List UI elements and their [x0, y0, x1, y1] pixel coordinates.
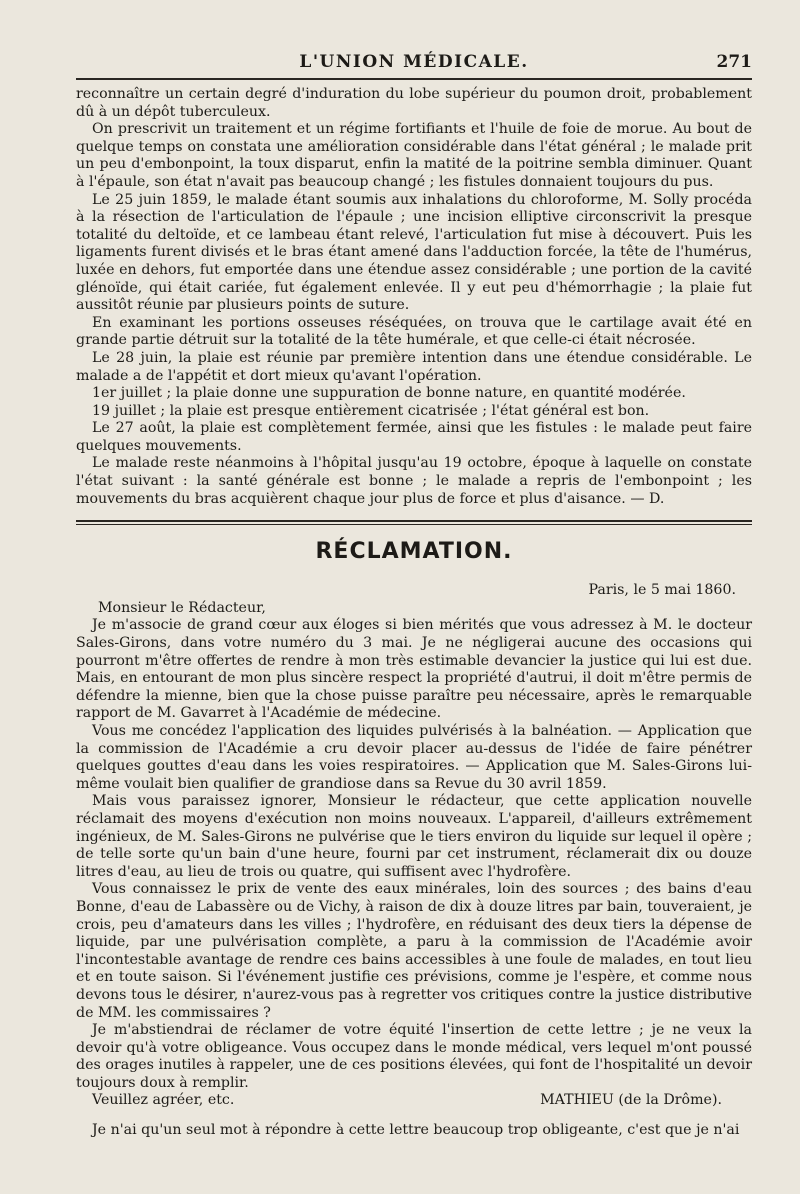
letter-signature: MATHIEU (de la Drôme). — [540, 1092, 722, 1109]
case-report — [76, 86, 752, 508]
case-paragraph: 1er juillet ; la plaie donne une suppuration de bonne nature, en quantité modérée. — [92, 385, 686, 402]
letter-body — [76, 617, 752, 1092]
letter-paragraph: Vous me concédez l'application des liquides pulvérisés à la balnéation. — Application que la commission de l'Académie a cru devoir placer au-dessus de l'idée de faire pénétrer quelques gouttes d'eau dans les voies respiratoires. — Application que M. Sales-Girons lui-même voulait bien qualifier de grandiose dans sa Revue du 30 avril 1859. — [76, 723, 752, 792]
section-title: RÉCLAMATION. — [315, 539, 513, 565]
section-divider — [76, 520, 752, 525]
letter-paragraph: Vous connaissez le prix de vente des eaux minérales, loin des sources ; des bains d'eau Bonne, d'eau de Labassère ou de Vichy, à raison de dix à douze litres par bain, touveraient, je crois, peu d'amateurs dans les villes ; l'hydrofère, en réduisant des deux tiers la dépense de liquide, par une pulvérisation complète, a paru à la commission de l'Académie avoir l'incontestable avantage de rendre ces bains accessibles à une foule de malades, en tout lieu et en toute saison. Si l'événement justifie ces prévisions, comme je l'espère, et comme nous devons tous le désirer, n'aurez-vous pas à regretter vos critiques contre la justice distributive de MM. les commissaires ? — [76, 881, 752, 1021]
reply-text: Je n'ai qu'un seul mot à répondre à cette lettre beaucoup trop obligeante, c'est que je n'ai — [92, 1122, 740, 1139]
case-paragraph: Le malade reste néanmoins à l'hôpital jusqu'au 19 octobre, époque à laquelle on constate l'état suivant : la santé générale est bonne ; le malade a repris de l'embonpoint ; les mouvements du bras acquièrent chaque jour plus de force et plus d'aisance. — D. — [76, 455, 752, 507]
closing-row — [76, 1092, 752, 1110]
letter-paragraph: Mais vous paraissez ignorer, Monsieur le rédacteur, que cette application nouvelle réclamait des moyens d'exécution non moins nouveaux. L'appareil, d'ailleurs extrêmement ingénieux, de M. Sales-Girons ne pulvérise que le tiers environ du liquide sur lequel il opère ; de telle sorte qu'un bain d'une heure, fourni par cet instrument, réclamerait dix ou douze litres d'eau, au lieu de trois ou quatre, qui suffisent avec l'hydrofère. — [76, 793, 752, 880]
letter-closing: Veuillez agréer, etc. — [92, 1092, 235, 1109]
case-paragraph: Le 25 juin 1859, le malade étant soumis aux inhalations du chloroforme, M. Solly procéda à la résection de l'articulation de l'épaule ; une incision elliptive circonscrivit la presque totalité du deltoïde, et ce lambeau étant relevé, l'articulation fut mise à découvert. Puis les ligaments furent divisés et le bras étant amené dans l'adduction forcée, la tête de l'humérus, luxée en dehors, fut emportée dans une étendue assez considérable ; une portion de la cavité glénoïde, qui était cariée, fut également enlevée. Il y eut peu d'hémorrhagie ; la plaie fut aussitôt réunie par plusieurs points de suture. — [76, 191, 752, 314]
letter-paragraph: Je m'abstiendrai de réclamer de votre équité l'insertion de cette lettre ; je ne veux la devoir qu'à votre obligeance. Vous occupez dans le monde médical, vers lequel m'ont poussé des orages inutiles à rappeler, une de ces positions élevées, qui font de l'hospitalité un devoir toujours doux à remplir. — [76, 1022, 752, 1091]
case-paragraph: Le 28 juin, la plaie est réunie par première intention dans une étendue considérable. Le malade a de l'appétit et dort mieux qu'avant l'opération. — [76, 349, 752, 384]
journal-title: L'UNION MÉDICALE. — [299, 52, 529, 72]
page-number: 271 — [716, 52, 752, 72]
case-paragraph: En examinant les portions osseuses réséquées, on trouva que le cartilage avait été en grande partie détruit sur la totalité de la tête humérale, et que celle-ci était nécrosée. — [76, 314, 752, 349]
letter-salutation: Monsieur le Rédacteur, — [98, 599, 266, 616]
case-paragraph: Le 27 août, la plaie est complètement fermée, ainsi que les fistules : le malade peut faire quelques mouvements. — [76, 420, 752, 454]
case-paragraph: 19 juillet ; la plaie est presque entièrement cicatrisée ; l'état général est bon. — [92, 402, 650, 419]
running-head — [76, 44, 752, 72]
case-paragraph: reconnaître un certain degré d'induration du lobe supérieur du poumon droit, probablement dû à un dépôt tuberculeux. — [76, 86, 752, 120]
header-rule — [76, 78, 752, 80]
letter-dateline: Paris, le 5 mai 1860. — [588, 582, 736, 599]
case-paragraph: On prescrivit un traitement et un régime fortifiants et l'huile de foie de morue. Au bout de quelque temps on constata une amélioration considérable dans l'état général ; le malade prit un peu d'embonpoint, la toux disparut, enfin la matité de la poitrine sembla diminuer. Quant à l'épaule, son état n'avait pas beaucoup changé ; les fistules donnaient toujours du pus. — [76, 121, 752, 190]
letter-paragraph: Je m'associe de grand cœur aux éloges si bien mérités que vous adressez à M. le docteur Sales-Girons, dans votre numéro du 3 mai. Je ne négligerai aucune des occasions qui pourront m'être offertes de rendre à mon très estimable devancier la justice qui lui est due. Mais, en entourant de mon plus sincère respect la propriété d'autrui, il doit m'être permis de défendre la mienne, bien que la chose puisse paraître peu nécessaire, après le remarquable rapport de M. Gavarret à l'Académie de médecine. — [76, 617, 752, 722]
